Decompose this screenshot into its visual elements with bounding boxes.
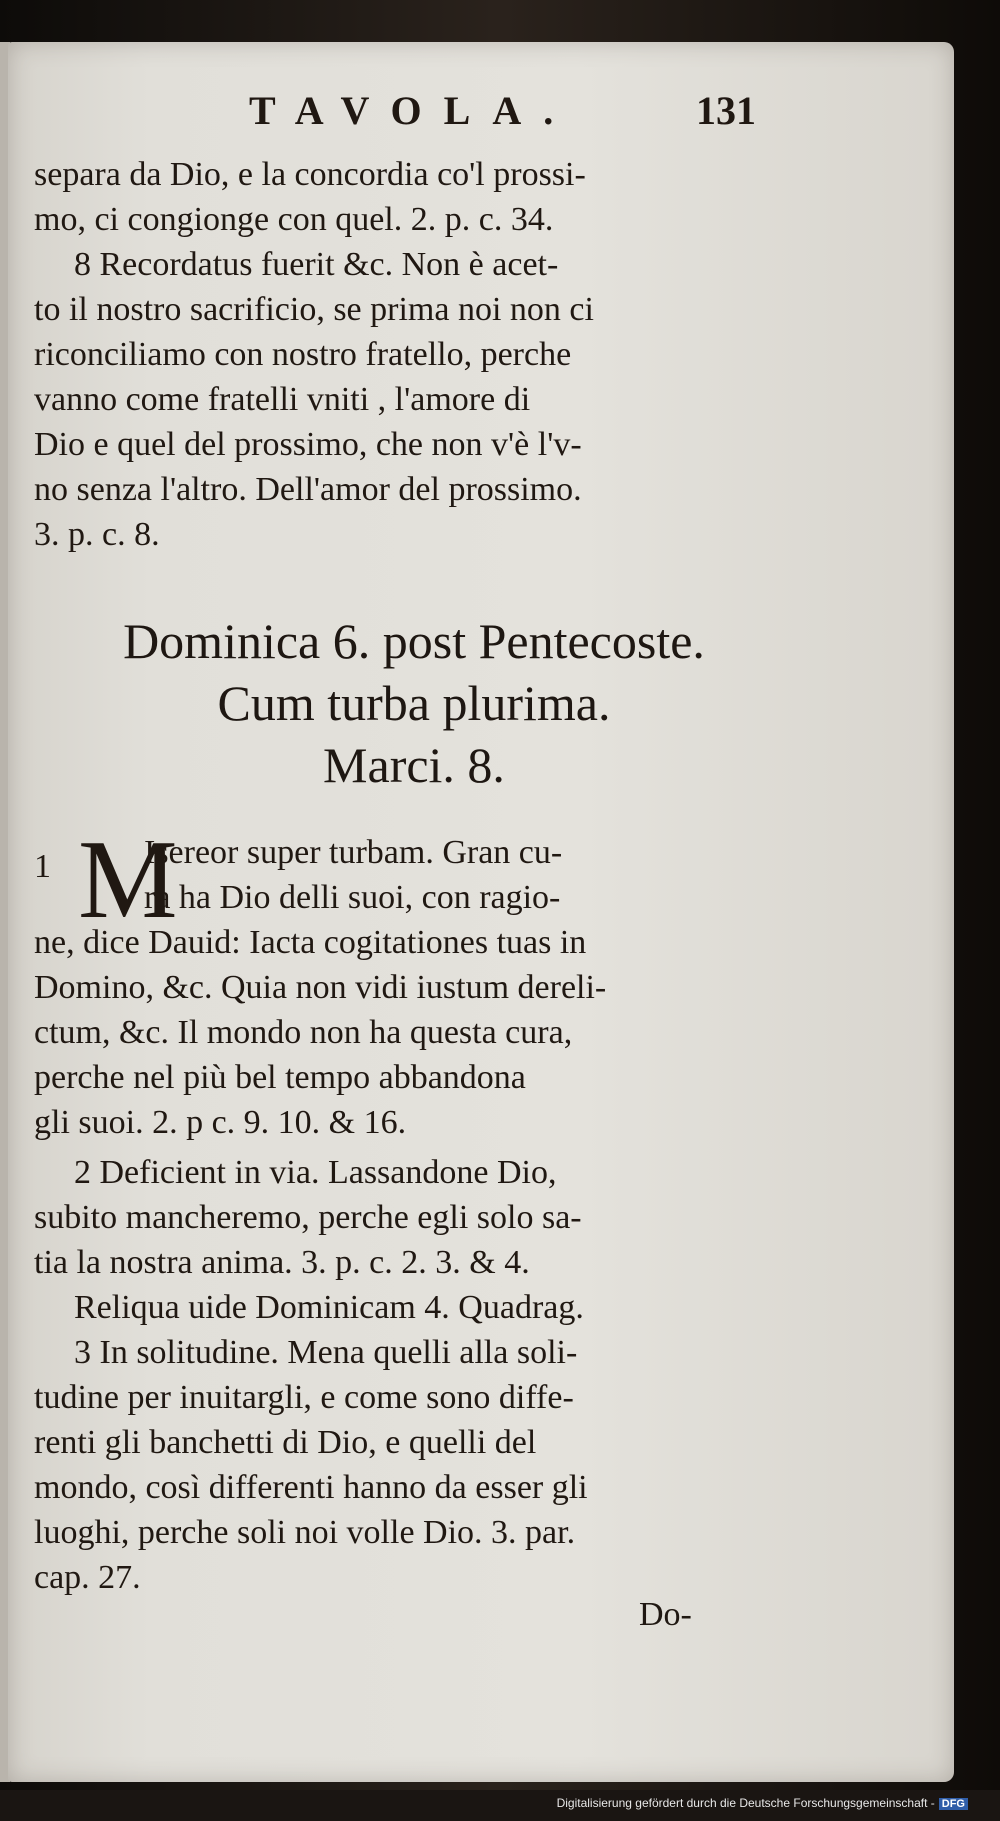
digitization-credit: [557, 1796, 968, 1810]
text-line: Domino, &c. Quia non vidi iustum dereli-: [34, 969, 607, 1006]
top-section: [34, 152, 754, 557]
text-line: ctum, &c. Il mondo non ha questa cura,: [34, 1014, 573, 1051]
text-line: Dio e quel del prossimo, che non v'è l'v-: [34, 426, 582, 463]
section-heading: [34, 610, 794, 796]
text-line: Reliqua uide Dominicam 4. Quadrag.: [74, 1289, 584, 1326]
text-line: to il nostro sacrificio, se prima noi non ci: [34, 291, 594, 328]
text-line: separa da Dio, e la concordia co'l prossi-: [34, 156, 586, 193]
text-line: mo, ci congionge con quel. 2. p. c. 34.: [34, 201, 554, 238]
text-line: 8 Recordatus fuerit &c. Non è acet-: [74, 246, 559, 283]
dfg-logo: DFG: [939, 1798, 968, 1810]
text-line: Isereor super turbam. Gran cu-: [144, 834, 563, 871]
text-line: perche nel più bel tempo abbandona: [34, 1059, 526, 1096]
text-line: luoghi, perche soli noi volle Dio. 3. par.: [34, 1514, 576, 1551]
heading-line-1: Dominica 6. post Pentecoste.: [123, 613, 705, 669]
text-line: riconciliamo con nostro fratello, perche: [34, 336, 572, 373]
text-line: cap. 27.: [34, 1559, 141, 1596]
header-title: TAVOLA.: [249, 88, 576, 133]
text-line: 3 In solitudine. Mena quelli alla soli-: [74, 1334, 578, 1371]
text-line: ne, dice Dauid: Iacta cogitationes tuas in: [34, 924, 587, 961]
heading-line-2: Cum turba plurima.: [217, 675, 611, 731]
text-line: 2 Deficient in via. Lassandone Dio,: [74, 1154, 557, 1191]
heading-line-3: Marci. 8.: [323, 737, 505, 793]
text-line: tia la nostra anima. 3. p. c. 2. 3. & 4.: [34, 1244, 530, 1281]
page-number: 131: [696, 88, 756, 133]
paragraph-number: 1: [34, 848, 51, 885]
text-line: tudine per inuitargli, e come sono diffe-: [34, 1379, 574, 1416]
catchword: Do-: [639, 1596, 692, 1633]
text-line: renti gli banchetti di Dio, e quelli del: [34, 1424, 537, 1461]
running-header: [34, 88, 794, 148]
paragraph-2: [34, 1150, 754, 1330]
paragraph-3: [34, 1330, 754, 1600]
text-line: mondo, così differenti hanno da esser gli: [34, 1469, 588, 1506]
text-line: no senza l'altro. Dell'amor del prossimo.: [34, 471, 582, 508]
text-line: ra ha Dio delli suoi, con ragio-: [144, 879, 561, 916]
text-line: 3. p. c. 8.: [34, 516, 160, 553]
drop-capital: M: [78, 818, 178, 942]
text-line: gli suoi. 2. p c. 9. 10. & 16.: [34, 1104, 407, 1141]
text-line: subito mancheremo, perche egli solo sa-: [34, 1199, 582, 1236]
credit-text: Digitalisierung gefördert durch die Deutsche Forschungsgemeinschaft -: [556, 1796, 935, 1810]
text-line: vanno come fratelli vniti , l'amore di: [34, 381, 531, 418]
